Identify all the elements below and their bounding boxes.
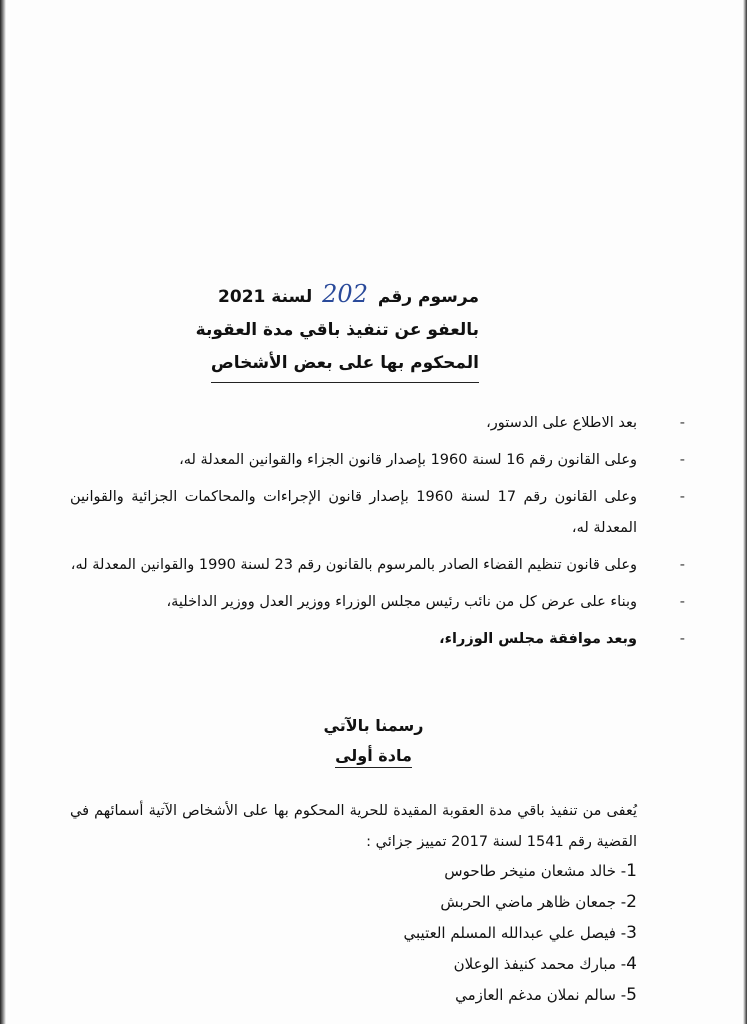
decree-title [179, 278, 479, 383]
title-line-1 [179, 278, 479, 314]
article-heading [0, 746, 747, 768]
title-line-2: بالعفو عن تنفيذ باقي مدة العقوبة [195, 320, 479, 340]
scan-edge-left [0, 0, 6, 1024]
decree-number-handwritten: 202 [322, 280, 368, 308]
clause-item [70, 482, 685, 544]
clause-item [70, 587, 685, 618]
person-name: جمعان ظاهر ماضي الحربش [440, 893, 616, 911]
list-item: 3- فيصل علي عبدالله المسلم العتيبي [403, 923, 637, 943]
clause-dash: - [679, 415, 685, 431]
list-number: 4 [626, 954, 637, 974]
title-line-3 [179, 347, 479, 383]
title-suffix: لسنة 2021 [218, 287, 313, 307]
names-list [404, 856, 637, 1011]
clause-dash: - [679, 557, 685, 573]
clause-dash: - [679, 489, 685, 505]
list-number: 3 [626, 923, 637, 943]
list-number: 5 [626, 985, 637, 1005]
person-name: فيصل علي عبدالله المسلم العتيبي [403, 924, 616, 942]
list-number: 1 [626, 861, 637, 881]
list-item: 1- خالد مشعان منيخر طاحوس [444, 861, 637, 881]
article-body: يُعفى من تنفيذ باقي مدة العقوبة المقيدة للحرية المحكوم بها على الأشخاص الآتية أسمائهم في القضية رقم 1541 لسنة 2017 تمييز جزائي : [70, 803, 637, 850]
list-number: 2 [626, 892, 637, 912]
clause-item [70, 550, 685, 581]
title-prefix: مرسوم رقم [377, 287, 479, 307]
clause-text: وبناء على عرض كل من نائب رئيس مجلس الوزراء ووزير العدل ووزير الداخلية، [166, 594, 637, 610]
person-name: سالم نملان مدغم العازمي [455, 986, 616, 1004]
title-line-3-text: المحكوم بها على بعض الأشخاص [211, 347, 479, 383]
preamble-clauses [70, 408, 685, 655]
decree-heading [0, 716, 747, 735]
person-name: خالد مشعان منيخر طاحوس [444, 862, 616, 880]
clause-dash: - [679, 594, 685, 610]
list-item: 5- سالم نملان مدغم العازمي [455, 985, 637, 1005]
scan-edge-right [743, 0, 747, 1024]
person-name: مبارك محمد كنيفذ الوعلان [453, 955, 616, 973]
clause-text: وعلى قانون تنظيم القضاء الصادر بالمرسوم بالقانون رقم 23 لسنة 1990 والقوانين المعدلة له، [70, 557, 637, 573]
clause-dash: - [679, 452, 685, 468]
decree-heading-text: رسمنا بالآتي [323, 716, 424, 735]
article-heading-text: مادة أولى [335, 746, 412, 768]
clause-text: وعلى القانون رقم 17 لسنة 1960 بإصدار قانون الإجراءات والمحاكمات الجزائية والقوانين المعدلة له، [70, 489, 637, 536]
clause-text: وعلى القانون رقم 16 لسنة 1960 بإصدار قانون الجزاء والقوانين المعدلة له، [179, 452, 637, 468]
clause-item [70, 624, 685, 655]
list-item: 2- جمعان ظاهر ماضي الحربش [440, 892, 637, 912]
clause-text: بعد الاطلاع على الدستور، [486, 415, 637, 431]
clause-dash: - [679, 631, 685, 647]
clause-item [70, 445, 685, 476]
list-item: 4- مبارك محمد كنيفذ الوعلان [453, 954, 637, 974]
clause-text: وبعد موافقة مجلس الوزراء، [439, 631, 637, 647]
clause-item [70, 408, 685, 439]
